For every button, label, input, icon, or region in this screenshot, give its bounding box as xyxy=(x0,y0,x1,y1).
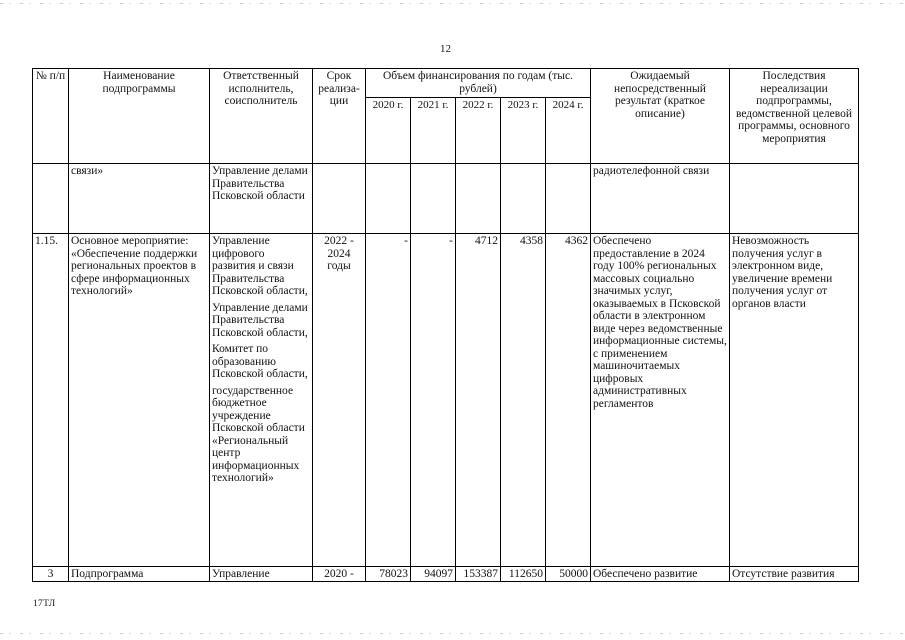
table-row xyxy=(33,567,859,582)
page-number: 12 xyxy=(440,43,451,55)
header-num: № п/п xyxy=(33,69,69,164)
row-value xyxy=(366,164,411,234)
header-year: 2020 г. xyxy=(366,98,411,164)
row-num: 3 xyxy=(33,567,69,582)
row-value xyxy=(456,164,501,234)
header-consequences: Последствия нереализации подпрограммы, ведомственной целевой программы, основного мероприятия xyxy=(730,69,859,164)
scan-artifact-bottom xyxy=(0,633,905,634)
executor-item: Управление xyxy=(212,568,270,580)
row-executor xyxy=(210,164,313,234)
executor-item: Управление делами Правительства Псковской области xyxy=(212,165,308,202)
row-term: 2020 - xyxy=(313,567,366,582)
header-year: 2021 г. xyxy=(411,98,456,164)
row-term: 2022 - 2024 годы xyxy=(313,234,366,567)
program-table xyxy=(32,68,859,582)
row-value xyxy=(546,164,591,234)
header-funding: Объем финансирования по годам (тыс. рублей) xyxy=(366,69,591,98)
row-value: 78023 xyxy=(366,567,411,582)
header-executor: Ответственный исполнитель, соисполнитель xyxy=(210,69,313,164)
row-executor xyxy=(210,567,313,582)
table-row xyxy=(33,234,859,567)
executor-item: Управление цифрового развития и связи Правительства Псковской области, xyxy=(212,235,308,297)
row-value: 112650 xyxy=(501,567,546,582)
row-value: 4358 xyxy=(501,234,546,567)
row-consequences: Невозможность получения услуг в электронном виде, увеличение времени получения услуг от органов власти xyxy=(730,234,859,567)
table-row xyxy=(33,164,859,234)
row-consequences xyxy=(730,164,859,234)
row-executor xyxy=(210,234,313,567)
header-year: 2024 г. xyxy=(546,98,591,164)
header-year: 2023 г. xyxy=(501,98,546,164)
row-term xyxy=(313,164,366,234)
row-value: 4362 xyxy=(546,234,591,567)
row-value: - xyxy=(366,234,411,567)
row-name: Основное мероприятие: «Обеспечение поддержки региональных проектов в сфере информационных технологий» xyxy=(69,234,210,567)
header-term: Срок реализа-ции xyxy=(313,69,366,164)
row-value: 94097 xyxy=(411,567,456,582)
executor-item: Управление делами Правительства Псковской области, xyxy=(212,301,308,339)
row-value xyxy=(501,164,546,234)
row-name: Подпрограмма xyxy=(69,567,210,582)
row-value: 50000 xyxy=(546,567,591,582)
row-value: - xyxy=(411,234,456,567)
row-name: связи» xyxy=(69,164,210,234)
row-consequences: Отсутствие развития xyxy=(730,567,859,582)
row-value: 4712 xyxy=(456,234,501,567)
header-name: Наименование подпрограммы xyxy=(69,69,210,164)
scan-artifact-top xyxy=(0,3,905,4)
row-value: 153387 xyxy=(456,567,501,582)
executor-item: государственное бюджетное учреждение Псковской области «Региональный центр информационных технологий» xyxy=(212,384,305,484)
row-num: 1.15. xyxy=(33,234,69,567)
row-value xyxy=(411,164,456,234)
row-result: радиотелефонной связи xyxy=(591,164,730,234)
row-result: Обеспечено предоставление в 2024 году 100% региональных массовых социально значимых услуг, оказываемых в Псковской области в электронном виде через ведомственные информационные системы, с применением машиночитаемых цифровых административных регламентов xyxy=(591,234,730,567)
executor-item: Комитет по образованию Псковской области, xyxy=(212,343,308,380)
header-result: Ожидаемый непосредственный результат (краткое описание) xyxy=(591,69,730,164)
row-num xyxy=(33,164,69,234)
row-result: Обеспечено развитие xyxy=(591,567,730,582)
header-year: 2022 г. xyxy=(456,98,501,164)
footer-code: 17ТЛ xyxy=(33,599,56,609)
